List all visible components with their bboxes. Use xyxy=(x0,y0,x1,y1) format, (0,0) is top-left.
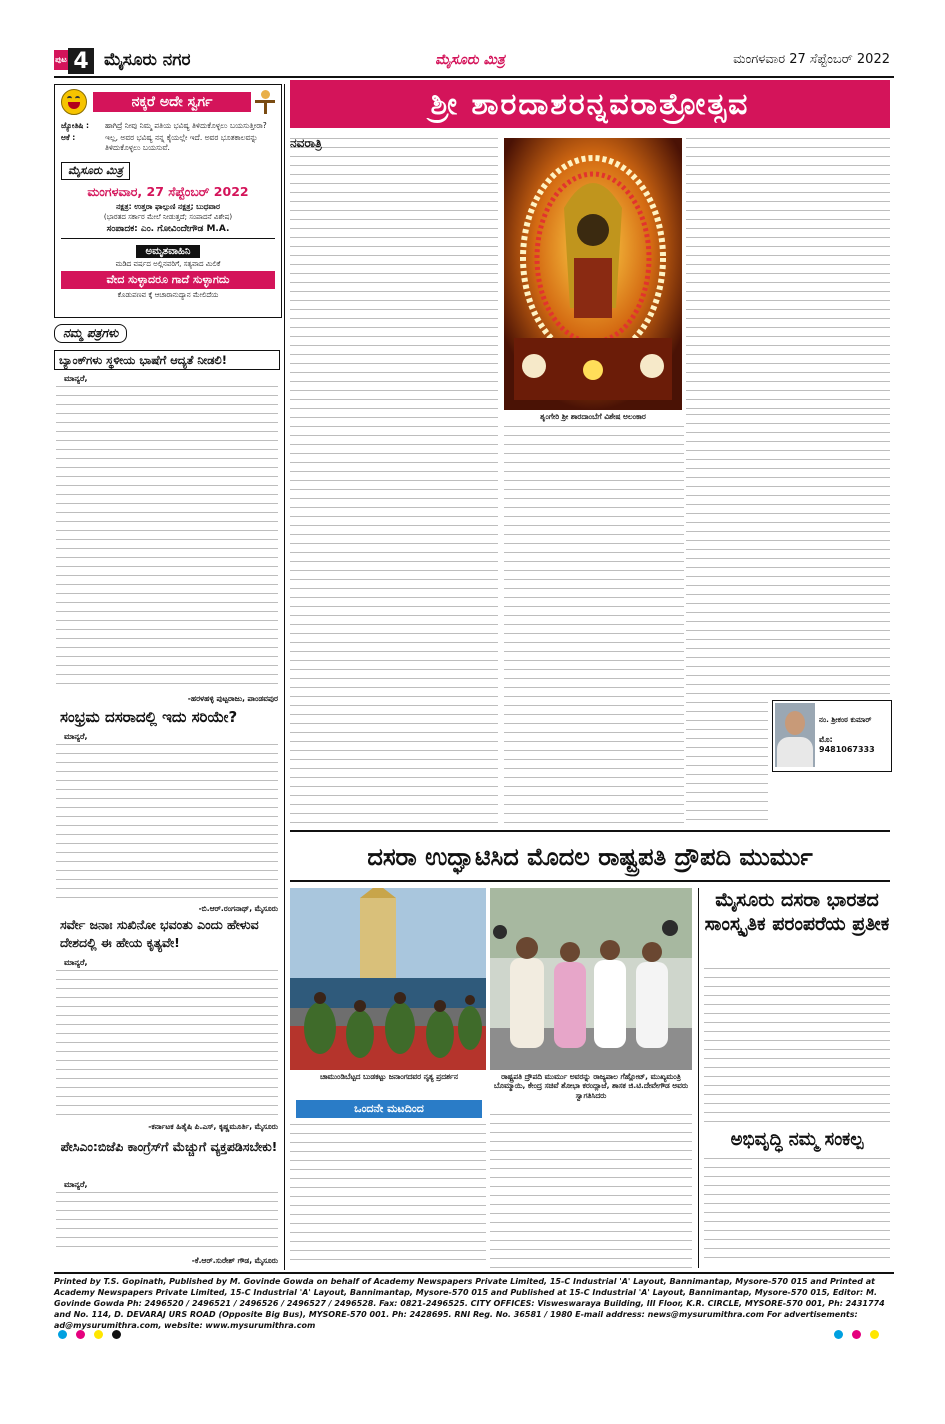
tribal-dance-caption: ಚಾಮುಂಡಿಬೆಟ್ಟದ ಬುಡಕಟ್ಟು ಜನಾಂಗದವರ ನೃತ್ಯ ಪ್ರದರ್ಶನ xyxy=(320,1072,458,1081)
joke-header xyxy=(55,85,281,119)
page-number: 4 xyxy=(68,48,94,74)
main-story-col-1 xyxy=(290,136,498,824)
scarecrow-icon xyxy=(255,90,275,114)
joke-line-1: ಹಾಗಿದ್ರೆ ನೀವು ನಿಮ್ಮ ಪತಿಯ ಭವಿಷ್ಯ ತಿಳಿದುಕೊಳ್ಳಲು ಬಯಸುತ್ತೀರಾ? xyxy=(105,121,267,130)
paper-info-line2: (ಭಾರತದ ಸರ್ಕಾರ ಮೇಲೆ ನೀಡುತ್ತದೆ; ಸಂಪಾದನೆ ವಿಶೇಷ) xyxy=(103,213,233,221)
side-divider xyxy=(698,888,699,1268)
dasara-bottom-rule xyxy=(290,880,890,882)
letter-1-title: ಬ್ಯಾಂಕ್‍ಗಳು ಸ್ಥಳೀಯ ಭಾಷೆಗೆ ಆದ್ಯತೆ ನೀಡಲಿ! xyxy=(54,350,280,370)
sharada-goddess-image xyxy=(504,138,682,410)
main-story-first-words: ನವರಾತ್ರಿ xyxy=(290,136,322,150)
masthead-date: ಮಂಗಳವಾರ 27 ಸೆಪ್ಟೆಂಬರ್ 2022 xyxy=(733,52,890,67)
letter-3-body xyxy=(56,968,278,1120)
letter-2-salutation: ಮಾನ್ಯರೆ, xyxy=(64,732,88,741)
letter-2-author: -ಬಿ.ಆರ್.ರಂಗನಾಥ್, ಮೈಸೂರು xyxy=(198,904,278,913)
letter-1-author: -ಹರಳಹಳ್ಳಿ ಪುಟ್ಟರಾಜು, ಪಾಂಡವಪುರ xyxy=(187,694,278,703)
tribal-dance-image xyxy=(290,888,486,1070)
quote-title: ಅಮೃತವಾಹಿನಿ xyxy=(136,245,201,258)
dasara-col-2 xyxy=(490,1112,692,1268)
joke-box xyxy=(54,84,282,318)
paper-name: ಮೈಸೂರು ಮಿತ್ರ xyxy=(435,52,505,68)
page-label: ಪುಟ xyxy=(54,50,68,70)
left-column-divider xyxy=(284,84,285,1270)
joke-title: ನಕ್ಕರೆ ಅದೇ ಸ್ವರ್ಗ xyxy=(93,92,251,112)
paper-info xyxy=(61,159,275,234)
laughing-face-icon xyxy=(61,89,87,115)
dasara-headline: ದಸರಾ ಉದ್ಘಾಟಿಸಿದ ಮೊದಲ ರಾಷ್ಟ್ರಪತಿ ದ್ರೌಪದಿ ಮುರ್ಮು xyxy=(367,843,813,871)
registration-dot-yellow xyxy=(94,1330,103,1339)
byline-phone: ಮೊ: 9481067333 xyxy=(819,735,875,754)
joke-line-2: ಇಲ್ಲ, ಅವರ ಭವಿಷ್ಯ ನನ್ನ ಕೈಯಲ್ಲೇ ಇದೆ. ಅವರ ಭೂತಕಾಲವನ್ನು ತಿಳಿದುಕೊಳ್ಳಲು ಬಯಸುವೆ. xyxy=(105,133,258,152)
imprint-line: Printed by T.S. Gopinath, Published by M. Govinde Gowda on behalf of Academy Newspapers Private Limited, 15-C Industrial 'A' Layout, Bannimantap, Mysore-570 015 and Printed at Academy Newspapers Private Limited, 15-C Industrial 'A' Layout, Bannimantap, Mysore-570 015 and Published at 15-C Industrial 'A' Layout, Bannimantap, Mysore-570 015, Editor: M. Govinde Gowda Ph: 2496520 / 2496521 / 2496526 / 2496527 / 2496528. Fax: 0821-2496525. CITY OFFICES: Visweswaraya Building, III Floor, K.R. CIRCLE, MYSORE-570 001, Ph: 2431774 and No. 114, D. DEVARAJ URS ROAD (Opposite Big Bus), MYSORE-570 001. Ph: 2428695. RNI Reg. No. 36581 / 1980 E-mail address: news@mysurumithra.com For advertisements: ad@mysurumithra.com, website: www.mysurumithra.com xyxy=(54,1277,885,1330)
letter-2-title: ಸಂಭ್ರಮ ದಸರಾದಲ್ಲಿ ಇದು ಸರಿಯೇ? xyxy=(60,708,238,726)
paper-editor: ಸಂಪಾದಕ: ಎಂ. ಗೋವಿಂದೇಗೌಡ M.A. xyxy=(106,224,230,234)
quote-box xyxy=(61,238,275,300)
registration-dot-cyan xyxy=(58,1330,67,1339)
sharada-photo xyxy=(504,138,682,410)
byline-box xyxy=(772,700,892,772)
letter-4-body xyxy=(56,1190,278,1254)
registration-dot-black xyxy=(112,1330,121,1339)
continued-subhead: ಒಂದನೇ ಮಟದಿಂದ xyxy=(296,1100,482,1118)
letter-4-author: -ಕೆ.ಆರ್.ಸುರೇಶ್ ಗೌಡ, ಮೈಸೂರು xyxy=(191,1256,278,1265)
joke-speaker-1: ಜ್ಯೋತಿಷಿ : xyxy=(61,121,90,130)
letter-2-body xyxy=(56,742,278,902)
main-story-col-3 xyxy=(686,412,890,696)
letter-3-author: -ಕರ್ನಾಟಕ ಹಿತೈಷಿ ಪಿ.ಎಸ್, ಕೃಷ್ಣಮೂರ್ತಿ, ಮೈಸೂರು xyxy=(148,1122,278,1131)
letters-column-header xyxy=(54,322,280,342)
main-story-col-2 xyxy=(504,424,684,824)
dasara-top-rule xyxy=(290,830,890,832)
registration-dot-magenta-right xyxy=(852,1330,861,1339)
main-story-col-2-top xyxy=(686,136,890,410)
paper-logo: ಮೈಸೂರು ಮಿತ್ರ xyxy=(61,162,130,180)
registration-dot-cyan-right xyxy=(834,1330,843,1339)
paper-info-date: ಮಂಗಳವಾರ, 27 ಸೆಪ್ಟೆಂಬರ್ 2022 xyxy=(87,184,249,199)
main-headline: ಶ್ರೀ ಶಾರದಾಶರನ್ನವರಾತ್ರೋತ್ಸವ xyxy=(290,80,890,128)
president-photo xyxy=(490,888,692,1070)
tribal-dance-photo xyxy=(290,888,486,1070)
registration-dot-yellow-right xyxy=(870,1330,879,1339)
letter-3-title: ಸರ್ವೇ ಜನಾಃ ಸುಖಿನೋ ಭವಂತು ಎಂದು ಹೇಳುವ ದೇಶದಲ್ಲಿ ಈ ಹೇಯ ಕೃತ್ಯವೇ! xyxy=(60,917,259,950)
section-title: ಮೈಸೂರು ನಗರ xyxy=(104,50,191,70)
dasara-col-1 xyxy=(290,1122,486,1268)
letter-1-salutation: ಮಾನ್ಯರೆ, xyxy=(64,374,88,383)
byline-name: ನಂ. ಶ್ರೀಕಂಠ ಕುಮಾರ್ xyxy=(819,715,872,724)
letter-4-title: ಪೇಸಿಎಂ:ಬಿಜೆಪಿ ಕಾಂಗ್ರೆಸ್‍ಗೆ ಮೆಚ್ಚುಗೆ ವ್ಯಕ್ತಪಡಿಸಬೇಕು! xyxy=(60,1139,278,1154)
reporter-avatar xyxy=(775,703,815,767)
side-article-body xyxy=(704,966,890,1126)
masthead-rule xyxy=(54,76,894,78)
letter-1-body xyxy=(56,384,278,692)
president-welcome-image xyxy=(490,888,692,1070)
side-headline: ಮೈಸೂರು ದಸರಾ ಭಾರತದ ಸಾಂಸ್ಕೃತಿಕ ಪರಂಪರೆಯ ಪ್ರತೀಕ xyxy=(704,889,890,935)
letter-4-salutation: ಮಾನ್ಯರೆ, xyxy=(64,1180,88,1189)
president-caption: ರಾಷ್ಟ್ರಪತಿ ದ್ರೌಪದಿ ಮುರ್ಮು ಅವರನ್ನು ರಾಜ್ಯಪಾಲ ಗೆಹ್ಲೋಟ್, ಮುಖ್ಯಮಂತ್ರಿ ಬೊಮ್ಮಾಯಿ, ಕೇಂದ್ರ ಸಚಿವೆ ಶೋಭಾ ಕರಂದ್ಲಾಜೆ, ಶಾಸಕ ಜಿ.ಟಿ.ದೇವೇಗೌಡ ಅವರು ಸ್ವಾಗತಿಸಿದರು xyxy=(493,1072,689,1100)
main-story-col-3-end xyxy=(686,700,768,824)
quote-note: ಕೊಡುಪಣವ ಕ್ಕೆ ಆಚಾರಾನುದ್ಯಾನ ಮೇಲಿದೆಯ xyxy=(117,291,219,299)
letter-3-salutation: ಮಾನ್ಯರೆ, xyxy=(64,958,88,967)
letters-column-title: ನಮ್ಮ ಪತ್ರಗಳು xyxy=(54,324,127,343)
paper-info-line1: ನಕ್ಷತ್ರ: ಉತ್ತರಾ ಫಾಲ್ಗುಣಿ ನಕ್ಷತ್ರ; ಬುಧವಾರ xyxy=(116,202,220,211)
proverb: ವೇದ ಸುಳ್ಳಾದರೂ ಗಾದೆ ಸುಳ್ಳಾಗದು xyxy=(61,271,275,289)
sharada-photo-caption: ಶೃಂಗೇರಿ ಶ್ರೀ ಶಾರದಾಂಬೆಗೆ ವಿಶೇಷ ಅಲಂಕಾರ xyxy=(540,412,646,421)
side-article-body-2 xyxy=(704,1156,890,1266)
main-story-col-1-body xyxy=(290,136,498,824)
joke-speaker-2: ಆಕೆ : xyxy=(61,133,76,142)
registration-dot-magenta xyxy=(76,1330,85,1339)
side-headline-2: ಅಭಿವೃದ್ಧಿ ನಮ್ಮ ಸಂಕಲ್ಪ xyxy=(730,1129,864,1150)
quote-line: ಮಡಿದ ವರ್ಷದ ಅಲ್ಲಿನವರಿಗೆ, ಸತ್ಯವಾದ ಮಿಲಿಕೆ xyxy=(115,260,221,268)
footer-rule xyxy=(54,1272,894,1274)
